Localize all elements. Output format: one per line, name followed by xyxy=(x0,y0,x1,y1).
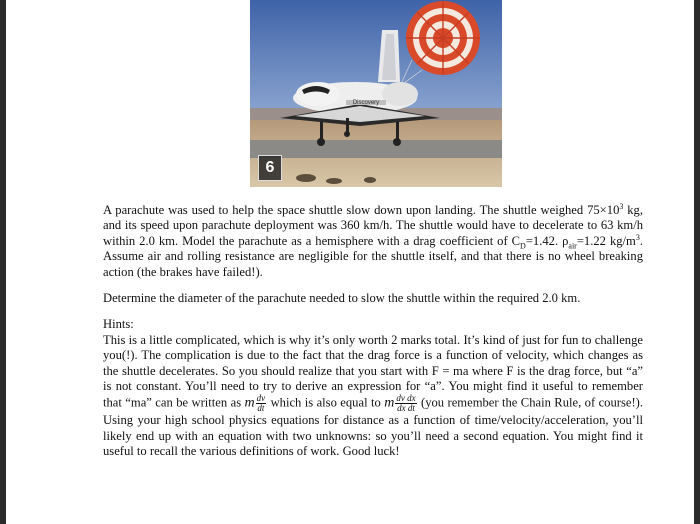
shuttle-landing-photo xyxy=(250,0,502,187)
p1-part-a: A parachute was used to help the space shuttle slow down upon landing. The shuttle weighed 75×10 xyxy=(103,203,620,217)
p1-part-d: =1.22 kg/m xyxy=(576,233,636,248)
hints-part-2: which is also equal to xyxy=(267,395,385,410)
right-frame-edge xyxy=(694,0,700,524)
mass-exponent: 3 xyxy=(619,201,624,211)
hints-body xyxy=(103,333,643,460)
problem-statement xyxy=(103,203,643,280)
density-exponent: 3 xyxy=(635,232,640,242)
hints-part-1: This is a little complicated, which is why it’s only worth 2 marks total. It’s kind of just for fun to challenge you(!). The complication is due to the fact that the drag force is a function of velocity, which changes as the shuttle decelerates. So you should realize that you start with F = ma where F is the drag force, but “a” is not constant. You’ll need to try to derive an expression for “a”. You might find it useful to remember that “ma” can be written as xyxy=(103,332,643,410)
shuttle-name-label: Discovery xyxy=(352,100,380,106)
fraction-chain-rule: $\frac{\text{dv dx}}{\text{dx dt}}$ xyxy=(396,393,416,414)
hints-title: Hints: xyxy=(103,317,134,332)
left-frame-edge xyxy=(0,0,6,524)
fraction-dv-dt: $\frac{dv}{dt}$ xyxy=(256,393,266,414)
p1-part-e: . Assume air and rolling resistance are negligible for the shuttle itself, and that there is no wheel breaking action (the brakes have failed!). xyxy=(103,233,643,279)
hints-part-3: (you remember the Chain Rule, of course!). Using your high school physics equations for distance as a function of time/velocity/acceleration, you’ll likely end up with an equation with two unknowns: so you’ll need a second equation. You might find it useful to recall the various definitions of work. Good luck! xyxy=(103,395,643,459)
problem-question: Determine the diameter of the parachute needed to slow the shuttle within the required 2.0 km. xyxy=(103,291,581,306)
figure-number-badge: 6 xyxy=(258,155,282,181)
rho-subscript: air xyxy=(568,241,577,251)
p1-part-b: kg, and its speed upon parachute deployment was 360 km/h. The shuttle would have to decelerate to 63 km/h within 2.0 km. Model the parachute as a hemisphere with a drag coefficient of C xyxy=(103,203,644,248)
p1-part-c: =1.42. ρ xyxy=(525,233,569,248)
cd-subscript: D xyxy=(520,241,526,251)
problem-text xyxy=(103,203,643,471)
mass-symbol-2: m xyxy=(384,395,395,411)
mass-symbol-1: m xyxy=(244,395,255,411)
